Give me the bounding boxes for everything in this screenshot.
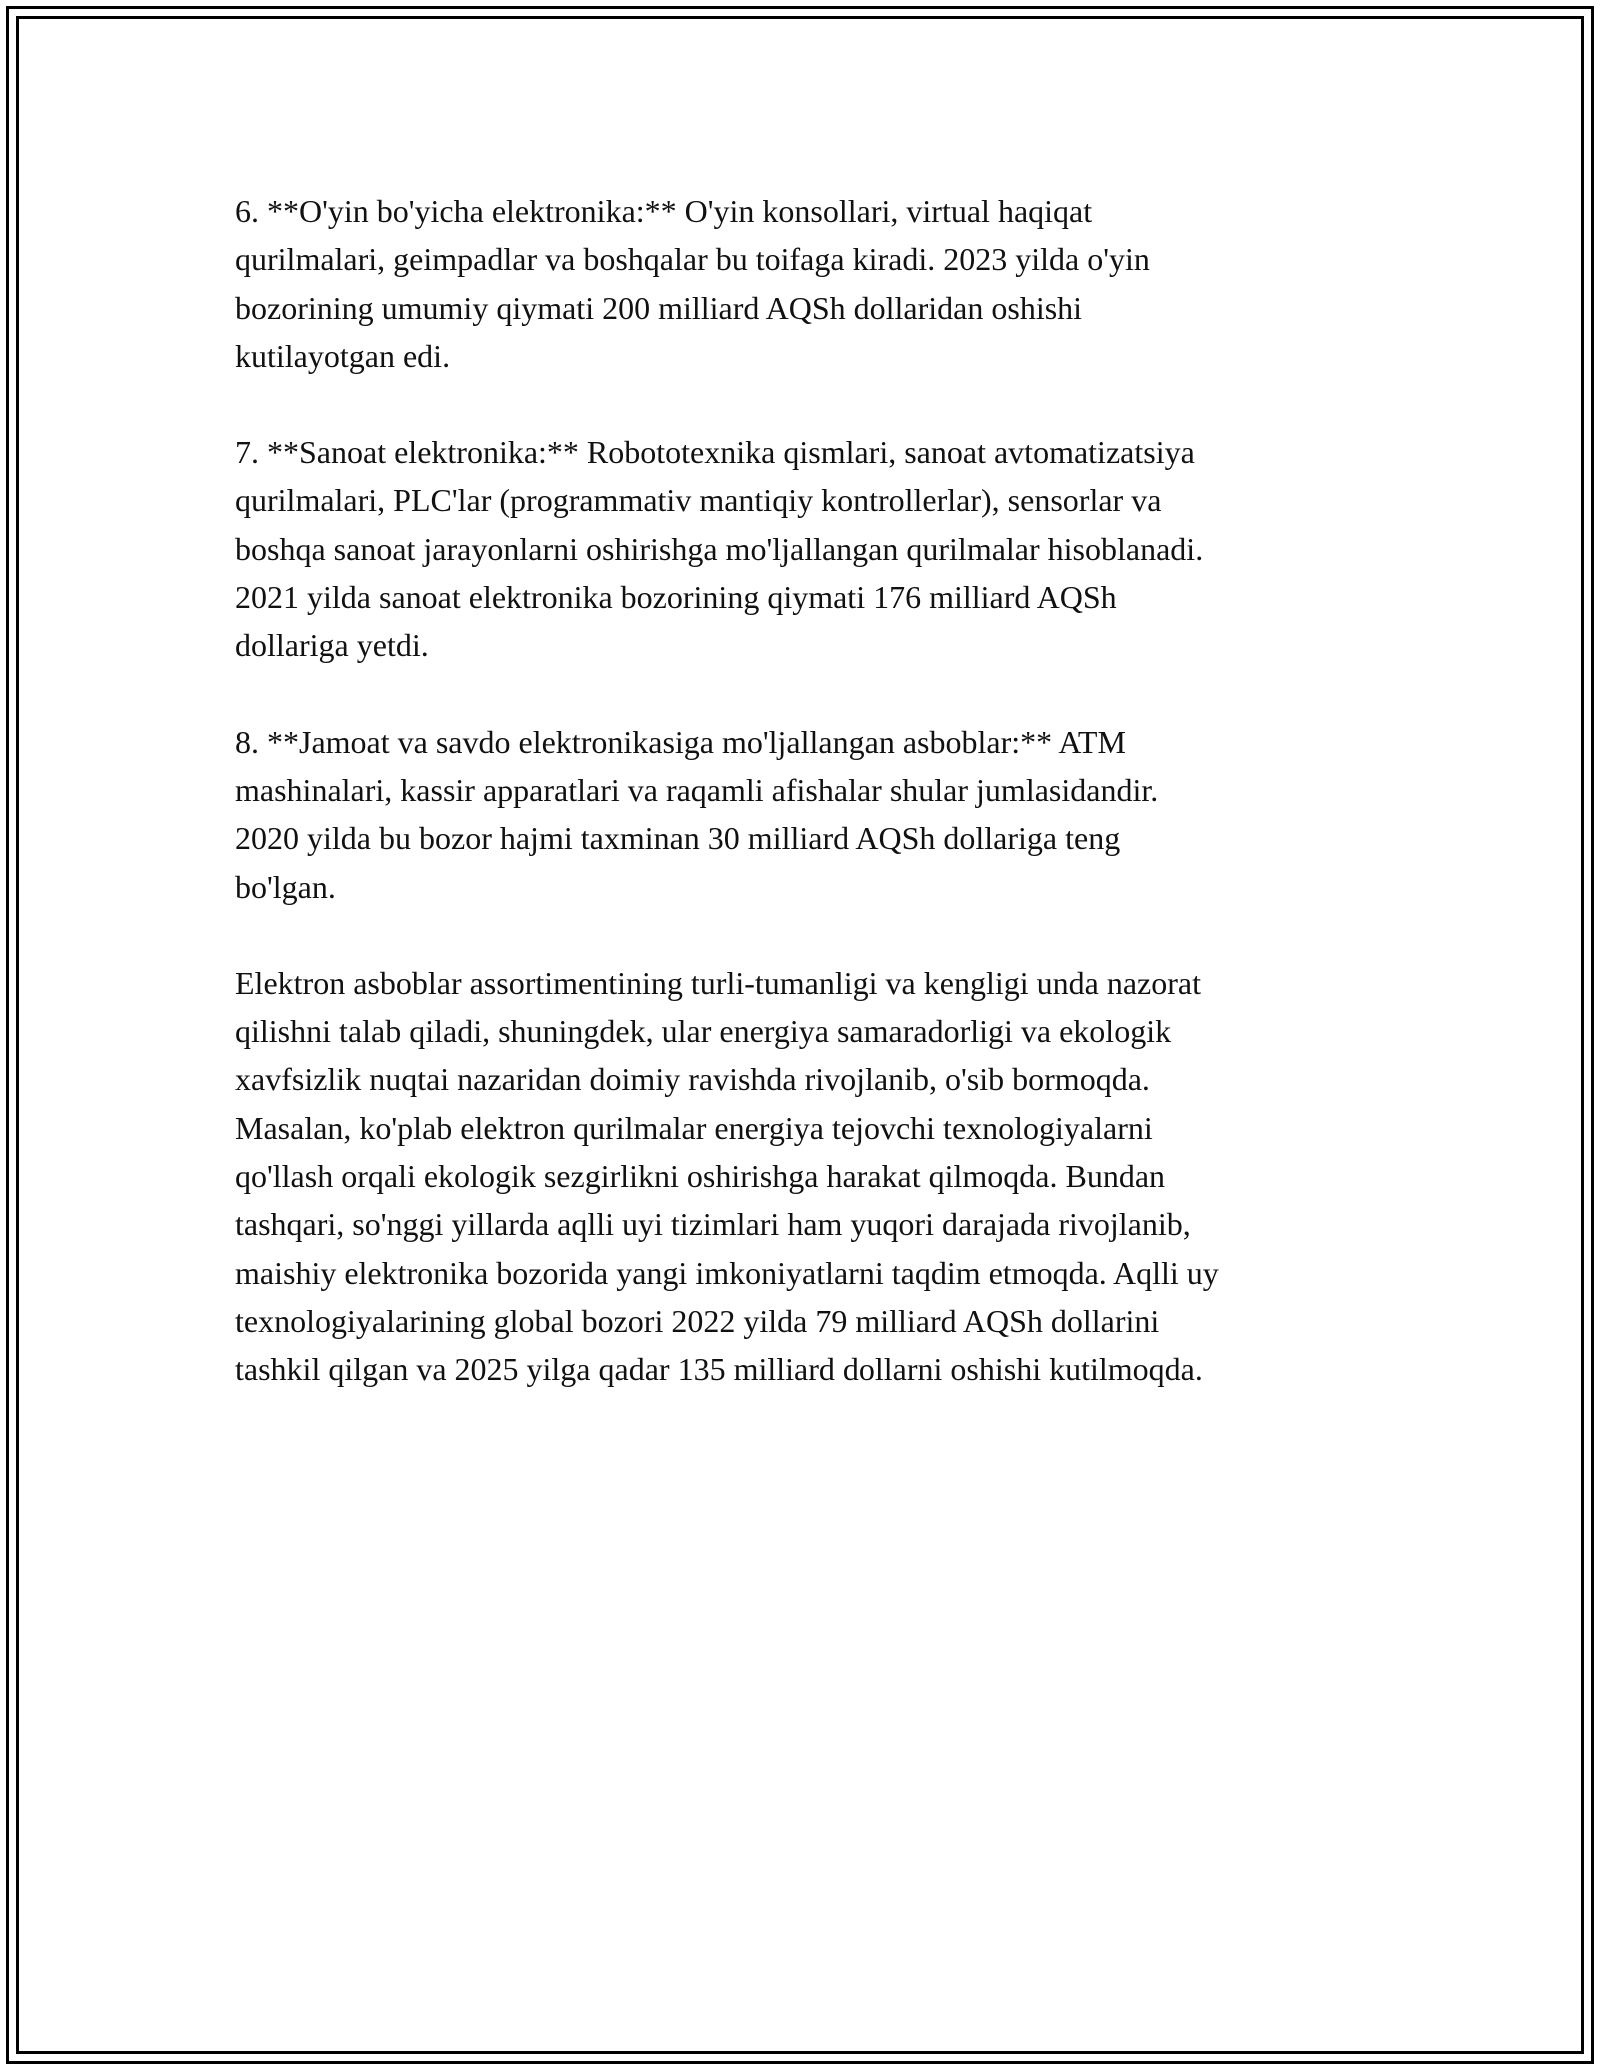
paragraph-industrial-electronics: 7. **Sanoat elektronika:** Robototexnika qismlari, sanoat avtomatizatsiya qurilmalari, PLC'lar (programmativ mantiqiy kontrollerlar), sensorlar va boshqa sanoat jarayonlarni oshirishga mo'ljallangan qurilmalar hisoblanadi. 2021 yilda sanoat elektronika bozorining qiymati 176 milliard AQSh dollariga yetdi.: [235, 434, 1204, 664]
document-body: [235, 187, 1390, 1442]
paragraph-gaming-electronics: 6. **O'yin bo'yicha elektronika:** O'yin konsollari, virtual haqiqat qurilmalari, geimpadlar va boshqalar bu toifaga kiradi. 2023 yilda o'yin bozorining umumiy qiymati 200 milliard AQSh dollaridan oshishi kutilayotgan edi.: [235, 193, 1150, 374]
paragraph-public-commercial-electronics: 8. **Jamoat va savdo elektronikasiga mo'ljallangan asboblar:** ATM mashinalari, kassir apparatlari va raqamli afishalar shular jumlasidandir. 2020 yilda bu bozor hajmi taxminan 30 milliard AQSh dollariga teng bo'lgan.: [235, 723, 1159, 905]
paragraph-summary: Elektron asboblar assortimentining turli-tumanligi va kengligi unda nazorat qilishni talab qiladi, shuningdek, ular energiya samaradorligi va ekologik xavfsizlik nuqtai nazaridan doimiy ravishda rivojlanib, o'sib bormoqda. Masalan, ko'plab elektron qurilmalar energiya tejovchi texnologiyalarni qo'llash orqali ekologik sezgirlikni oshirishga harakat qilmoqda. Bundan tashqari, so'nggi yillarda aqlli uyi tizimlari ham yuqori darajada rivojlanib, maishiy elektronika bozorida yangi imkoniyatlarni taqdim etmoqda. Aqlli uy texnologiyalarining global bozori 2022 yilda 79 milliard AQSh dollarini tashkil qilgan va 2025 yilga qadar 135 milliard dollarni oshishi kutilmoqda.: [235, 964, 1219, 1388]
